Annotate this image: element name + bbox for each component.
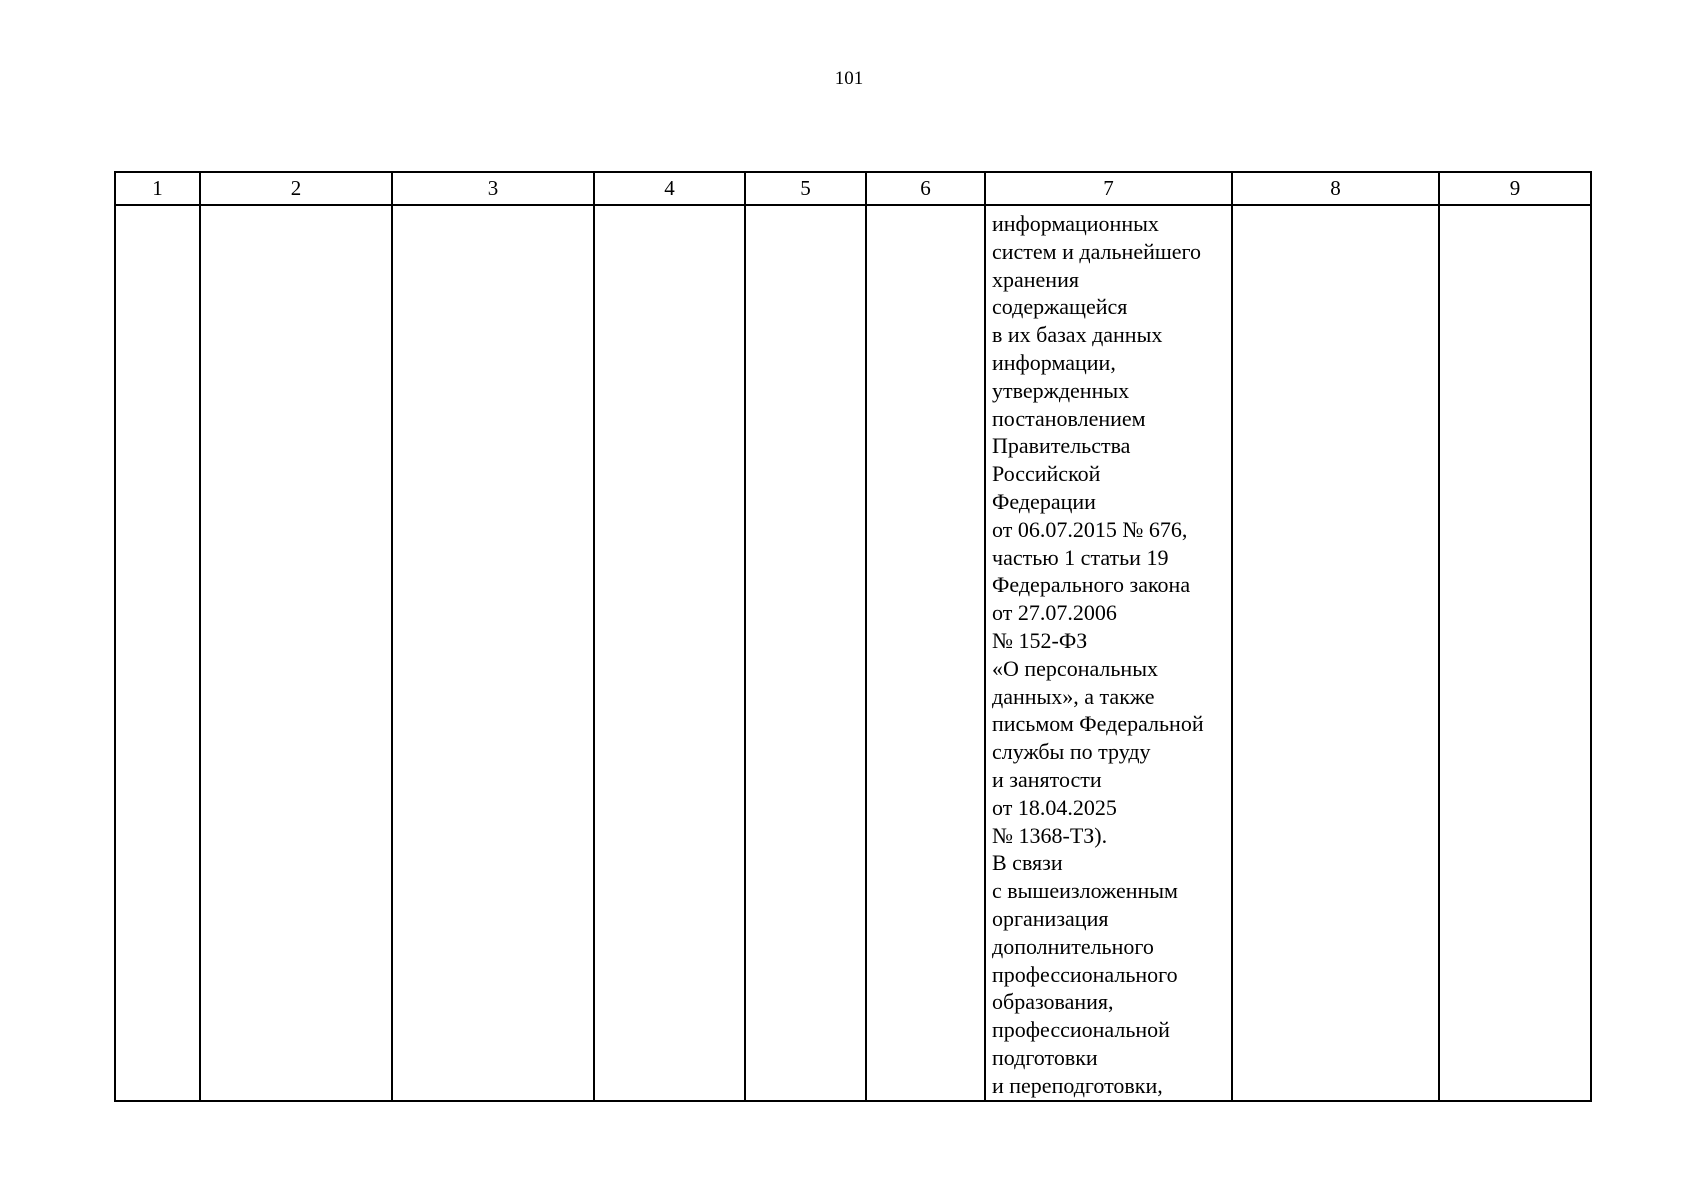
text-line: и занятости xyxy=(992,766,1102,792)
column-header-2: 2 xyxy=(200,172,392,205)
column-header-4: 4 xyxy=(594,172,745,205)
cell-col-7-text xyxy=(986,206,1231,1100)
column-header-7: 7 xyxy=(985,172,1232,205)
cell-col-4 xyxy=(594,205,745,1101)
cell-col-2 xyxy=(200,205,392,1101)
text-line: содержащейся xyxy=(992,294,1128,320)
text-line: и переподготовки, xyxy=(992,1072,1163,1098)
text-line: систем и дальнейшего xyxy=(992,238,1202,264)
text-line: № 152-ФЗ xyxy=(992,627,1088,653)
text-line: информационных xyxy=(992,211,1159,236)
text-line: от 27.07.2006 xyxy=(992,600,1117,626)
column-header-9: 9 xyxy=(1439,172,1591,205)
text-line: профессиональной xyxy=(992,1017,1170,1043)
cell-col-6 xyxy=(866,205,985,1101)
text-line: службы по труду xyxy=(992,739,1151,765)
text-line: дополнительного xyxy=(992,933,1154,959)
text-line: утвержденных xyxy=(992,377,1130,403)
column-header-8: 8 xyxy=(1232,172,1439,205)
document-table xyxy=(114,171,1592,1102)
column-header-5: 5 xyxy=(745,172,866,205)
cell-col-8 xyxy=(1232,205,1439,1101)
text-line: № 1368-ТЗ). xyxy=(992,822,1108,848)
text-line: с вышеизложенным xyxy=(992,878,1178,904)
text-line: в их базах данных xyxy=(992,322,1163,348)
column-header-1: 1 xyxy=(115,172,200,205)
column-header-3: 3 xyxy=(392,172,594,205)
table-row xyxy=(115,205,1591,1101)
text-line: образования, xyxy=(992,989,1114,1015)
cell-col-5 xyxy=(745,205,866,1101)
text-line: «О персональных xyxy=(992,655,1158,681)
text-line: постановлением xyxy=(992,405,1146,431)
page-number: 101 xyxy=(834,68,864,89)
text-line: организация xyxy=(992,905,1109,931)
text-line: от 06.07.2015 № 676, xyxy=(992,516,1188,542)
text-line: профессионального xyxy=(992,961,1178,987)
text-line: Федерального закона xyxy=(992,572,1191,598)
cell-col-9 xyxy=(1439,205,1591,1101)
text-line: В связи xyxy=(992,850,1063,876)
text-line: информации, xyxy=(992,349,1116,375)
cell-col-1 xyxy=(115,205,200,1101)
column-header-6: 6 xyxy=(866,172,985,205)
cell-col-7 xyxy=(985,205,1232,1101)
text-line: подготовки xyxy=(992,1044,1098,1070)
text-line: хранения xyxy=(992,266,1079,292)
text-line: Правительства xyxy=(992,433,1131,459)
text-line: Российской xyxy=(992,461,1101,487)
text-line: данных», а также xyxy=(992,683,1155,709)
text-line: Федерации xyxy=(992,488,1096,514)
text-line: от 18.04.2025 xyxy=(992,794,1117,820)
text-line: письмом Федеральной xyxy=(992,711,1204,737)
text-line: частью 1 статьи 19 xyxy=(992,544,1169,570)
cell-col-3 xyxy=(392,205,594,1101)
header-row xyxy=(115,172,1591,205)
